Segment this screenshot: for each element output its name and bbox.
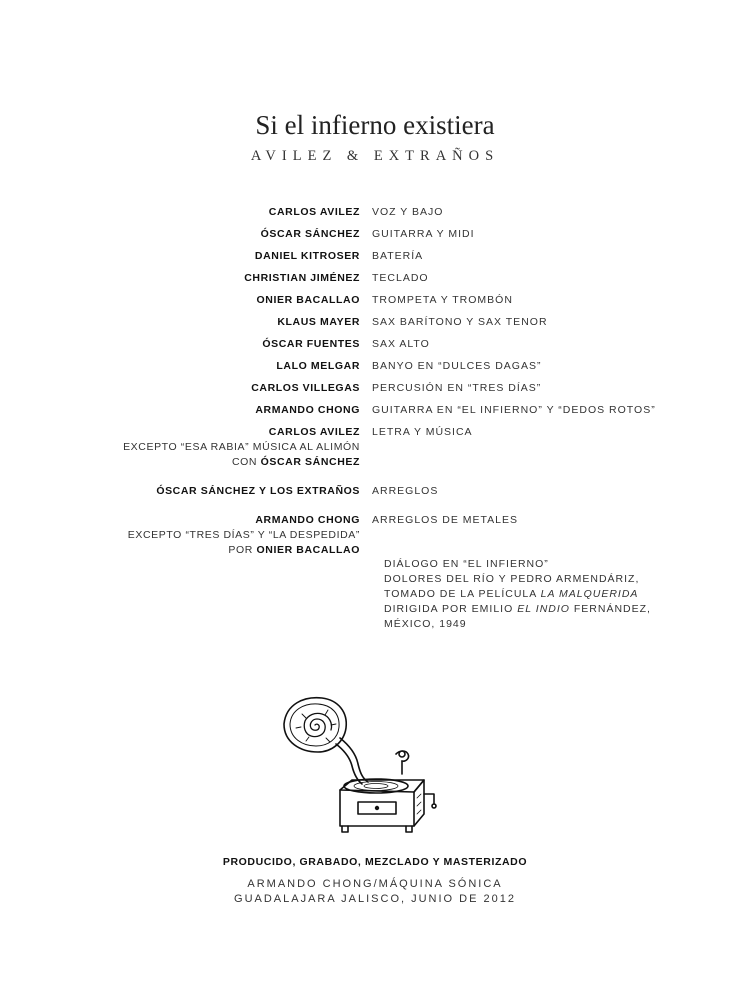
credits-list	[100, 205, 680, 565]
arreglos-row	[100, 484, 680, 499]
credit-role: GUITARRA Y MIDI	[372, 228, 475, 240]
gramophone-icon	[278, 694, 448, 838]
credit-role: GUITARRA EN “EL INFIERNO” Y “DEDOS ROTOS”	[372, 404, 656, 416]
production-heading: PRODUCIDO, GRABADO, MEZCLADO Y MASTERIZADO	[222, 856, 528, 868]
letra-with-prefix: CON	[231, 456, 258, 468]
dialogo-credit	[384, 557, 684, 632]
dialogo-line: DIÁLOGO EN “EL INFIERNO”	[384, 558, 549, 570]
credit-row	[100, 315, 680, 330]
credit-name: ONIER BACALLAO	[256, 294, 360, 306]
film-title: LA MALQUERIDA	[540, 588, 639, 600]
credit-row	[100, 381, 680, 396]
dialogo-line: MÉXICO, 1949	[384, 618, 467, 630]
metales-row	[100, 513, 680, 558]
dialogo-line: TOMADO DE LA PELÍCULA LA MALQUERIDA	[384, 588, 639, 600]
credit-role: TROMPETA Y TROMBÓN	[372, 294, 513, 306]
credit-role: VOZ Y BAJO	[372, 206, 444, 218]
credit-row	[100, 205, 680, 220]
credit-name: DANIEL KITROSER	[254, 250, 360, 262]
credit-name: CARLOS AVILEZ	[268, 206, 360, 218]
credit-role: BANYO EN “DULCES DAGAS”	[372, 360, 542, 372]
production-studio: ARMANDO CHONG/MÁQUINA SÓNICA	[247, 878, 503, 890]
credit-role: PERCUSIÓN EN “TRES DÍAS”	[372, 382, 542, 394]
letra-role: LETRA Y MÚSICA	[372, 426, 473, 438]
credit-role: SAX BARÍTONO Y SAX TENOR	[372, 316, 548, 328]
credit-row	[100, 227, 680, 242]
credit-name: CHRISTIAN JIMÉNEZ	[244, 272, 360, 284]
letra-name: CARLOS AVILEZ	[268, 426, 360, 438]
metales-note: EXCEPTO “TRES DÍAS” Y “LA DESPEDIDA”	[127, 529, 360, 541]
metales-name: ARMANDO CHONG	[255, 514, 360, 526]
album-artist: AVILEZ & EXTRAÑOS	[250, 148, 500, 164]
credit-row	[100, 249, 680, 264]
credit-name: ÓSCAR SÁNCHEZ	[260, 228, 360, 240]
credit-role: BATERÍA	[372, 250, 424, 262]
letra-with-name: ÓSCAR SÁNCHEZ	[260, 456, 360, 468]
credit-row	[100, 337, 680, 352]
credit-name: ÓSCAR FUENTES	[262, 338, 360, 350]
metales-by-name: ONIER BACALLAO	[256, 544, 360, 556]
credit-name: CARLOS VILLEGAS	[251, 382, 360, 394]
dialogo-line: DOLORES DEL RÍO Y PEDRO ARMENDÁRIZ,	[384, 573, 640, 585]
credit-row	[100, 271, 680, 286]
director-nickname: EL INDIO	[517, 603, 570, 615]
credit-role: TECLADO	[372, 272, 429, 284]
credit-name: ARMANDO CHONG	[255, 404, 360, 416]
dialogo-line: DIRIGIDA POR EMILIO EL INDIO FERNÁNDEZ,	[384, 603, 651, 615]
metales-role: ARREGLOS DE METALES	[372, 514, 519, 526]
credit-name: KLAUS MAYER	[277, 316, 360, 328]
credit-row	[100, 359, 680, 374]
letra-note: EXCEPTO “ESA RABIA” MÚSICA AL ALIMÓN	[123, 441, 360, 453]
arreglos-role: ARREGLOS	[372, 485, 439, 497]
credit-role: SAX ALTO	[372, 338, 430, 350]
metales-by-prefix: POR	[228, 544, 253, 556]
arreglos-name: ÓSCAR SÁNCHEZ Y LOS EXTRAÑOS	[156, 485, 360, 497]
credit-row	[100, 403, 680, 418]
credit-row	[100, 293, 680, 308]
letra-row	[100, 425, 680, 470]
credit-name: LALO MELGAR	[276, 360, 360, 372]
production-place: GUADALAJARA JALISCO, JUNIO DE 2012	[234, 893, 516, 905]
album-title: Si el infierno existiera	[255, 110, 495, 140]
